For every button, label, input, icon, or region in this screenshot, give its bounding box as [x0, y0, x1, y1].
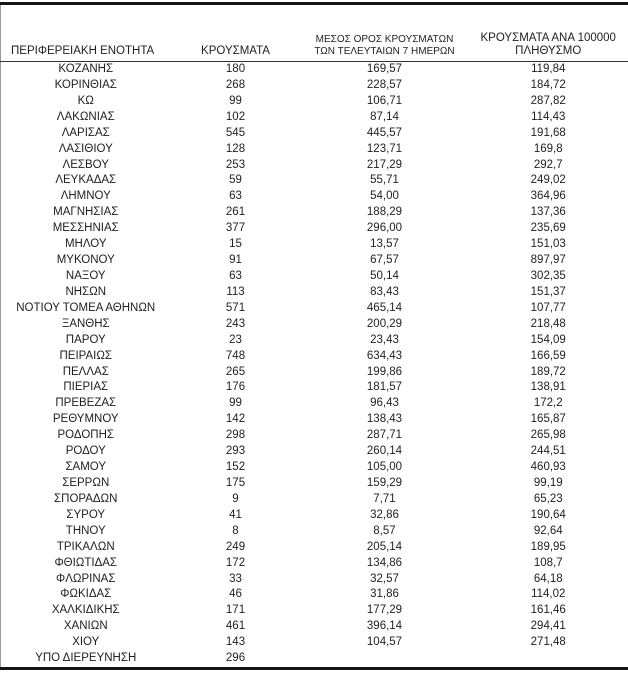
- column-header-region: [1, 4, 171, 62]
- cases-cell: 33: [171, 572, 301, 588]
- avg7-cell: 445,57: [301, 126, 469, 142]
- cases-cell: 175: [171, 476, 301, 492]
- table-row: [1, 380, 628, 396]
- per100k-cell: 235,69: [469, 221, 628, 237]
- avg7-cell: 396,14: [301, 619, 469, 635]
- region-cell: ΛΑΡΙΣΑΣ: [1, 126, 171, 142]
- cases-cell: 243: [171, 317, 301, 333]
- table-row: [1, 349, 628, 365]
- cases-cell: 461: [171, 619, 301, 635]
- per100k-cell: 218,48: [469, 317, 628, 333]
- avg7-cell: 67,57: [301, 253, 469, 269]
- column-header-per100k-line1: ΚΡΟΥΣΜΑΤΑ ΑΝΑ 100000: [469, 32, 628, 45]
- table-row: [1, 221, 628, 237]
- table-row: [1, 285, 628, 301]
- avg7-cell: 50,14: [301, 269, 469, 285]
- avg7-cell: 31,86: [301, 587, 469, 603]
- per100k-cell: 108,7: [469, 556, 628, 572]
- avg7-cell: 181,57: [301, 380, 469, 396]
- cases-cell: 41: [171, 508, 301, 524]
- table-row: [1, 476, 628, 492]
- column-header-avg7-line2: ΤΩΝ ΤΕΛΕΥΤΑΙΩΝ 7 ΗΜΕΡΩΝ: [301, 46, 469, 58]
- table-row: [1, 619, 628, 635]
- cases-cell: 99: [171, 94, 301, 110]
- per100k-cell: 302,35: [469, 269, 628, 285]
- avg7-cell: 200,29: [301, 317, 469, 333]
- region-cell: ΦΛΩΡΙΝΑΣ: [1, 572, 171, 588]
- per100k-cell: 244,51: [469, 444, 628, 460]
- region-cell: ΤΡΙΚΑΛΩΝ: [1, 540, 171, 556]
- cases-cell: 296: [171, 651, 301, 668]
- per100k-cell: [469, 651, 628, 668]
- per100k-cell: 166,59: [469, 349, 628, 365]
- avg7-cell: 106,71: [301, 94, 469, 110]
- region-cell: ΝΑΞΟΥ: [1, 269, 171, 285]
- table-row: [1, 603, 628, 619]
- cases-cell: 113: [171, 285, 301, 301]
- region-cell: ΝΗΣΩΝ: [1, 285, 171, 301]
- table-row: [1, 572, 628, 588]
- per100k-cell: 65,23: [469, 492, 628, 508]
- table-row: [1, 444, 628, 460]
- region-cell: ΛΑΚΩΝΙΑΣ: [1, 110, 171, 126]
- per100k-cell: 119,84: [469, 62, 628, 78]
- cases-cell: 63: [171, 269, 301, 285]
- cases-cell: 545: [171, 126, 301, 142]
- cases-cell: 176: [171, 380, 301, 396]
- cases-cell: 265: [171, 365, 301, 381]
- table-row: [1, 205, 628, 221]
- table-row: [1, 253, 628, 269]
- avg7-cell: 83,43: [301, 285, 469, 301]
- per100k-cell: 265,98: [469, 428, 628, 444]
- table-row: [1, 78, 628, 94]
- table-row: [1, 269, 628, 285]
- region-cell: ΛΑΣΙΘΙΟΥ: [1, 142, 171, 158]
- cases-cell: 172: [171, 556, 301, 572]
- table-row: [1, 428, 628, 444]
- avg7-cell: 32,86: [301, 508, 469, 524]
- avg7-cell: 23,43: [301, 333, 469, 349]
- region-cell: ΛΗΜΝΟΥ: [1, 189, 171, 205]
- column-header-cases-label: ΚΡΟΥΣΜΑΤΑ: [171, 45, 301, 58]
- report-table-page: [0, 2, 628, 676]
- table-row: [1, 651, 628, 668]
- column-header-cases: [171, 4, 301, 62]
- avg7-cell: 105,00: [301, 460, 469, 476]
- table-row: [1, 62, 628, 78]
- table-row: [1, 508, 628, 524]
- per100k-cell: 249,02: [469, 173, 628, 189]
- table-row: [1, 396, 628, 412]
- avg7-cell: 7,71: [301, 492, 469, 508]
- avg7-cell: 55,71: [301, 173, 469, 189]
- region-cell: ΚΩ: [1, 94, 171, 110]
- per100k-cell: 138,91: [469, 380, 628, 396]
- per100k-cell: 165,87: [469, 412, 628, 428]
- table-row: [1, 540, 628, 556]
- region-cell: ΦΘΙΩΤΙΔΑΣ: [1, 556, 171, 572]
- cases-cell: 46: [171, 587, 301, 603]
- per100k-cell: 114,43: [469, 110, 628, 126]
- region-cell: ΛΕΥΚΑΔΑΣ: [1, 173, 171, 189]
- cases-cell: 180: [171, 62, 301, 78]
- per100k-cell: 137,36: [469, 205, 628, 221]
- avg7-cell: 96,43: [301, 396, 469, 412]
- avg7-cell: 296,00: [301, 221, 469, 237]
- region-cell: ΧΙΟΥ: [1, 635, 171, 651]
- column-header-avg7: [301, 4, 469, 62]
- region-cell: ΠΕΛΛΑΣ: [1, 365, 171, 381]
- region-cell: ΝΟΤΙΟΥ ΤΟΜΕΑ ΑΘΗΝΩΝ: [1, 301, 171, 317]
- table-row: [1, 142, 628, 158]
- table-row: [1, 317, 628, 333]
- per100k-cell: 107,77: [469, 301, 628, 317]
- avg7-cell: 104,57: [301, 635, 469, 651]
- per100k-cell: 189,95: [469, 540, 628, 556]
- avg7-cell: 54,00: [301, 189, 469, 205]
- table-row: [1, 524, 628, 540]
- cases-cell: 9: [171, 492, 301, 508]
- avg7-cell: 123,71: [301, 142, 469, 158]
- per100k-cell: 151,37: [469, 285, 628, 301]
- region-cell: ΦΩΚΙΔΑΣ: [1, 587, 171, 603]
- cases-cell: 261: [171, 205, 301, 221]
- column-header-avg7-line1: ΜΕΣΟΣ ΟΡΟΣ ΚΡΟΥΣΜΑΤΩΝ: [301, 34, 469, 46]
- per100k-cell: 114,02: [469, 587, 628, 603]
- cases-cell: 152: [171, 460, 301, 476]
- table-row: [1, 237, 628, 253]
- avg7-cell: 287,71: [301, 428, 469, 444]
- column-header-region-label: ΠΕΡΙΦΕΡΕΙΑΚΗ ΕΝΟΤΗΤΑ: [11, 45, 171, 58]
- column-header-per100k: [469, 4, 628, 62]
- region-cell: ΚΟΡΙΝΘΙΑΣ: [1, 78, 171, 94]
- cases-cell: 249: [171, 540, 301, 556]
- per100k-cell: 287,82: [469, 94, 628, 110]
- cases-cell: 142: [171, 412, 301, 428]
- cases-cell: 59: [171, 173, 301, 189]
- cases-cell: 23: [171, 333, 301, 349]
- per100k-cell: 172,2: [469, 396, 628, 412]
- avg7-cell: 13,57: [301, 237, 469, 253]
- cases-cell: 748: [171, 349, 301, 365]
- table-row: [1, 460, 628, 476]
- region-cell: ΠΕΙΡΑΙΩΣ: [1, 349, 171, 365]
- table-body: [1, 62, 628, 669]
- table-row: [1, 189, 628, 205]
- per100k-cell: 191,68: [469, 126, 628, 142]
- per100k-cell: 292,7: [469, 158, 628, 174]
- cases-cell: 128: [171, 142, 301, 158]
- per100k-cell: 99,19: [469, 476, 628, 492]
- table-row: [1, 173, 628, 189]
- table-row: [1, 110, 628, 126]
- per100k-cell: 169,8: [469, 142, 628, 158]
- per100k-cell: 189,72: [469, 365, 628, 381]
- avg7-cell: 260,14: [301, 444, 469, 460]
- region-cell: ΧΑΝΙΩΝ: [1, 619, 171, 635]
- region-cell: ΛΕΣΒΟΥ: [1, 158, 171, 174]
- per100k-cell: 184,72: [469, 78, 628, 94]
- table-row: [1, 556, 628, 572]
- cases-cell: 91: [171, 253, 301, 269]
- region-cell: ΧΑΛΚΙΔΙΚΗΣ: [1, 603, 171, 619]
- table-row: [1, 365, 628, 381]
- cases-cell: 253: [171, 158, 301, 174]
- region-cell: ΡΕΘΥΜΝΟΥ: [1, 412, 171, 428]
- region-cell: ΜΑΓΝΗΣΙΑΣ: [1, 205, 171, 221]
- cases-cell: 571: [171, 301, 301, 317]
- avg7-cell: 217,29: [301, 158, 469, 174]
- per100k-cell: 151,03: [469, 237, 628, 253]
- table-row: [1, 301, 628, 317]
- avg7-cell: 8,57: [301, 524, 469, 540]
- region-cell: ΥΠΟ ΔΙΕΡΕΥΝΗΣΗ: [1, 651, 171, 668]
- avg7-cell: 169,57: [301, 62, 469, 78]
- avg7-cell: 134,86: [301, 556, 469, 572]
- cases-cell: 8: [171, 524, 301, 540]
- per100k-cell: 92,64: [469, 524, 628, 540]
- cases-cell: 171: [171, 603, 301, 619]
- avg7-cell: 188,29: [301, 205, 469, 221]
- region-cell: ΜΥΚΟΝΟΥ: [1, 253, 171, 269]
- region-cell: ΡΟΔΟΥ: [1, 444, 171, 460]
- per100k-cell: 190,64: [469, 508, 628, 524]
- avg7-cell: 159,29: [301, 476, 469, 492]
- avg7-cell: 205,14: [301, 540, 469, 556]
- region-cell: ΜΕΣΣΗΝΙΑΣ: [1, 221, 171, 237]
- table-row: [1, 158, 628, 174]
- avg7-cell: 228,57: [301, 78, 469, 94]
- cases-cell: 298: [171, 428, 301, 444]
- region-cell: ΡΟΔΟΠΗΣ: [1, 428, 171, 444]
- table-row: [1, 126, 628, 142]
- avg7-cell: 32,57: [301, 572, 469, 588]
- cases-cell: 99: [171, 396, 301, 412]
- table-header-row: [1, 4, 628, 62]
- region-cell: ΞΑΝΘΗΣ: [1, 317, 171, 333]
- per100k-cell: 294,41: [469, 619, 628, 635]
- avg7-cell: 138,43: [301, 412, 469, 428]
- covid-cases-table: [0, 2, 628, 670]
- avg7-cell: 199,86: [301, 365, 469, 381]
- cases-cell: 102: [171, 110, 301, 126]
- region-cell: ΠΙΕΡΙΑΣ: [1, 380, 171, 396]
- region-cell: ΣΑΜΟΥ: [1, 460, 171, 476]
- per100k-cell: 460,93: [469, 460, 628, 476]
- table-row: [1, 635, 628, 651]
- region-cell: ΣΠΟΡΑΔΩΝ: [1, 492, 171, 508]
- column-header-per100k-line2: ΠΛΗΘΥΣΜΟ: [469, 45, 628, 58]
- cases-cell: 63: [171, 189, 301, 205]
- region-cell: ΚΟΖΑΝΗΣ: [1, 62, 171, 78]
- region-cell: ΠΡΕΒΕΖΑΣ: [1, 396, 171, 412]
- region-cell: ΤΗΝΟΥ: [1, 524, 171, 540]
- per100k-cell: 271,48: [469, 635, 628, 651]
- cases-cell: 293: [171, 444, 301, 460]
- region-cell: ΣΕΡΡΩΝ: [1, 476, 171, 492]
- region-cell: ΜΗΛΟΥ: [1, 237, 171, 253]
- region-cell: ΣΥΡΟΥ: [1, 508, 171, 524]
- region-cell: ΠΑΡΟΥ: [1, 333, 171, 349]
- table-row: [1, 492, 628, 508]
- per100k-cell: 364,96: [469, 189, 628, 205]
- table-row: [1, 587, 628, 603]
- cases-cell: 15: [171, 237, 301, 253]
- table-row: [1, 333, 628, 349]
- per100k-cell: 897,97: [469, 253, 628, 269]
- avg7-cell: 87,14: [301, 110, 469, 126]
- table-row: [1, 412, 628, 428]
- per100k-cell: 161,46: [469, 603, 628, 619]
- cases-cell: 143: [171, 635, 301, 651]
- per100k-cell: 154,09: [469, 333, 628, 349]
- cases-cell: 268: [171, 78, 301, 94]
- avg7-cell: [301, 651, 469, 668]
- table-row: [1, 94, 628, 110]
- per100k-cell: 64,18: [469, 572, 628, 588]
- avg7-cell: 177,29: [301, 603, 469, 619]
- avg7-cell: 465,14: [301, 301, 469, 317]
- cases-cell: 377: [171, 221, 301, 237]
- avg7-cell: 634,43: [301, 349, 469, 365]
